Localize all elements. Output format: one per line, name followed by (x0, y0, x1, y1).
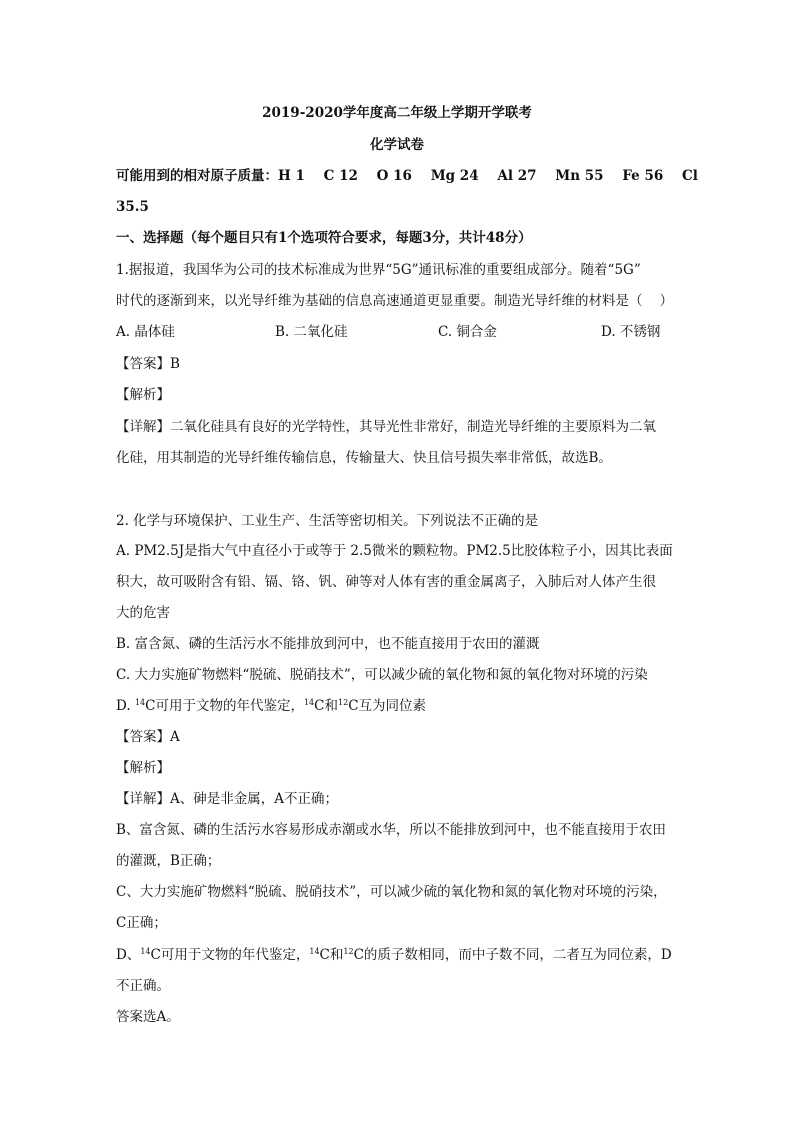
q2-detail-d-line1 (116, 945, 672, 965)
q2-option-d-mid: 可用于文物的年代鉴定， (155, 698, 304, 714)
q1-stem-line2: 时代的逐渐到来，以光导纤维为基础的信息高速通道更显重要。制造光导纤维的材料是（ ） (116, 293, 674, 309)
isotope-14-sup: 14 (140, 947, 151, 956)
isotope-14-sup: 14 (134, 698, 146, 707)
isotope-12-sup: 12 (338, 698, 349, 707)
q1-stem-line1: 1.据报道，我国华为公司的技术标准成为世界“5G”通讯标准的重要组成部分。随着“5G” (116, 262, 641, 278)
q1-option-d: D. 不锈钢 (601, 324, 661, 340)
q2-detail-d-and: 和 (329, 947, 344, 963)
q2-detail-b-line2: 的灌溉，B正确； (116, 853, 221, 869)
subject-title: 化学试卷 (370, 137, 424, 153)
q2-answer: 【答案】A (116, 729, 180, 745)
isotope-14-sup: 14 (309, 947, 320, 956)
q1-detail-line2: 化硅，用其制造的光导纤维传输信息，传输量大、快且信号损失率非常低，故选B。 (116, 450, 612, 466)
q2-final-answer: 答案选A。 (116, 1009, 180, 1025)
q2-option-b: B. 富含氮、磷的生活污水不能排放到河中，也不能直接用于农田的灌溉 (116, 636, 540, 652)
q2-option-d (116, 696, 426, 716)
q2-option-d-and: 和 (324, 698, 338, 714)
isotope-12-sup: 12 (343, 947, 354, 956)
q2-option-d-prefix: D. (116, 698, 135, 714)
carbon-symbol: C (145, 698, 156, 714)
q2-option-d-end: 互为同位素 (358, 698, 427, 714)
q1-option-b: B. 二氧化硅 (275, 324, 348, 340)
atomic-masses-line2: 35.5 (116, 199, 149, 215)
section-heading: 一、选择题（每个题目只有1个选项符合要求，每题3分，共计48分） (116, 230, 532, 246)
q2-detail-d-line2: 不正确。 (116, 978, 170, 994)
q1-detail-line1: 【详解】二氧化硅具有良好的光学特性，其导光性非常好，制造光导纤维的主要原料为二氧 (116, 419, 656, 435)
carbon-symbol: C (319, 947, 330, 963)
q2-detail-c-line2: C正确； (116, 915, 167, 931)
q1-answer: 【答案】B (116, 356, 180, 372)
q1-option-c: C. 铜合金 (438, 324, 497, 340)
q2-detail-d-end: 的质子数相同，而中子数不同，二者互为同位素，D (363, 947, 672, 963)
carbon-symbol: C (150, 947, 161, 963)
atomic-masses-line1: 可能用到的相对原子质量：H 1 C 12 O 16 Mg 24 Al 27 Mn 55 Fe 56 Cl (116, 168, 698, 184)
exam-title: 2019-2020学年度高二年级上学期开学联考 (262, 105, 532, 121)
q2-detail-d-prefix: D、 (116, 947, 141, 963)
q1-analysis-label: 【解析】 (116, 387, 170, 403)
q2-option-c: C. 大力实施矿物燃料“脱硫、脱硝技术”，可以减少硫的氧化物和氮的氧化物对环境的污染 (116, 667, 648, 683)
carbon-symbol: C (348, 698, 359, 714)
q2-detail-d-mid: 可用于文物的年代鉴定， (160, 947, 310, 963)
carbon-symbol: C (353, 947, 364, 963)
q1-option-a: A. 晶体硅 (116, 324, 175, 340)
q2-option-a-line3: 大的危害 (116, 605, 170, 621)
q2-stem: 2. 化学与环境保护、工业生产、生活等密切相关。下列说法不正确的是 (116, 513, 539, 529)
q2-detail-a: 【详解】A、砷是非金属，A不正确； (116, 791, 338, 807)
q2-detail-b-line1: B、富含氮、磷的生活污水容易形成赤潮或水华，所以不能排放到河中，也不能直接用于农田 (116, 822, 666, 838)
q2-analysis-label: 【解析】 (116, 760, 170, 776)
carbon-symbol: C (314, 698, 325, 714)
q2-detail-c-line1: C、大力实施矿物燃料“脱硫、脱硝技术”，可以减少硫的氧化物和氮的氧化物对环境的污染， (116, 884, 667, 900)
q2-option-a-line2: 积大，故可吸附含有铅、镉、铬、钒、砷等对人体有害的重金属离子，入肺后对人体产生很 (116, 574, 656, 590)
isotope-14-sup: 14 (303, 698, 315, 707)
q2-option-a-line1: A. PM2.5J是指大气中直径小于或等于 2.5微米的颗粒物。PM2.5比胶体粒子小，因其比表面 (116, 543, 673, 559)
